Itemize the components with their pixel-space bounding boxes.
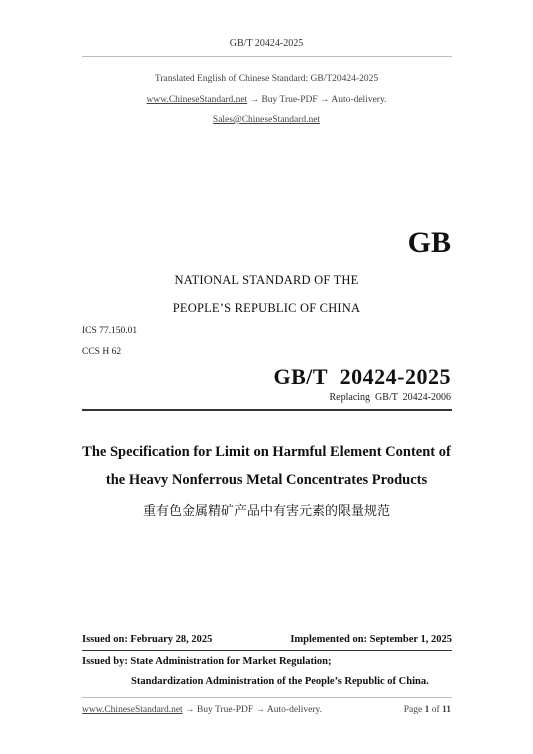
date-rule [82, 650, 452, 651]
implemented-on: Implemented on: September 1, 2025 [290, 634, 452, 645]
title-line1: The Specification for Limit on Harmful Element Content of [82, 444, 451, 460]
issued-on: Issued on: February 28, 2025 [82, 634, 213, 645]
title-line2: the Heavy Nonferrous Metal Concentrates Products [105, 472, 428, 488]
footer-rule [82, 697, 452, 698]
page-label: Page [403, 705, 423, 715]
national-standard-line2: PEOPLE’S REPUBLIC OF CHINA [172, 301, 361, 315]
gb-mark: GB [407, 226, 451, 259]
arrow-icon: → [249, 95, 260, 105]
footer-delivery-text: Auto-delivery. [266, 705, 322, 715]
email-line [0, 115, 533, 125]
page-current: 1 [424, 705, 430, 715]
page-indicator [404, 705, 451, 715]
header-rule [82, 56, 452, 57]
running-header: GB/T 20424-2025 [229, 38, 304, 49]
page-total: 11 [442, 705, 451, 715]
footer-purchase [82, 705, 322, 715]
issued-by-line1: Issued by: State Administration for Market Regulation; [82, 656, 332, 667]
title-rule [82, 409, 452, 411]
buy-text: Buy True-PDF [261, 95, 318, 105]
ccs-code: CCS H 62 [82, 347, 122, 357]
arrow-icon: → [320, 95, 330, 105]
page-of: of [431, 705, 440, 715]
site-link[interactable]: www.ChineseStandard.net [146, 95, 248, 105]
purchase-notice [0, 95, 533, 105]
footer-buy-text: Buy True-PDF [196, 705, 254, 715]
translation-notice: Translated English of Chinese Standard: GB/T20424-2025 [154, 74, 379, 84]
national-standard-line1: NATIONAL STANDARD OF THE [174, 273, 359, 287]
chinese-title: 重有色金属精矿产品中有害元素的限量规范 [142, 504, 390, 519]
arrow-icon: → [185, 705, 195, 715]
email-link[interactable]: Sales@ChineseStandard.net [212, 115, 321, 125]
arrow-icon: → [255, 705, 266, 715]
issued-by-line2: Standardization Administration of the People’s Republic of China. [131, 676, 429, 687]
standard-number: GB/T 20424-2025 [273, 364, 451, 389]
delivery-text: Auto-delivery. [331, 95, 387, 105]
replacing-note: Replacing GB/T 20424-2006 [329, 392, 451, 403]
footer-site-link[interactable]: www.ChineseStandard.net [82, 705, 183, 715]
ics-code: ICS 77.150.01 [82, 326, 138, 336]
